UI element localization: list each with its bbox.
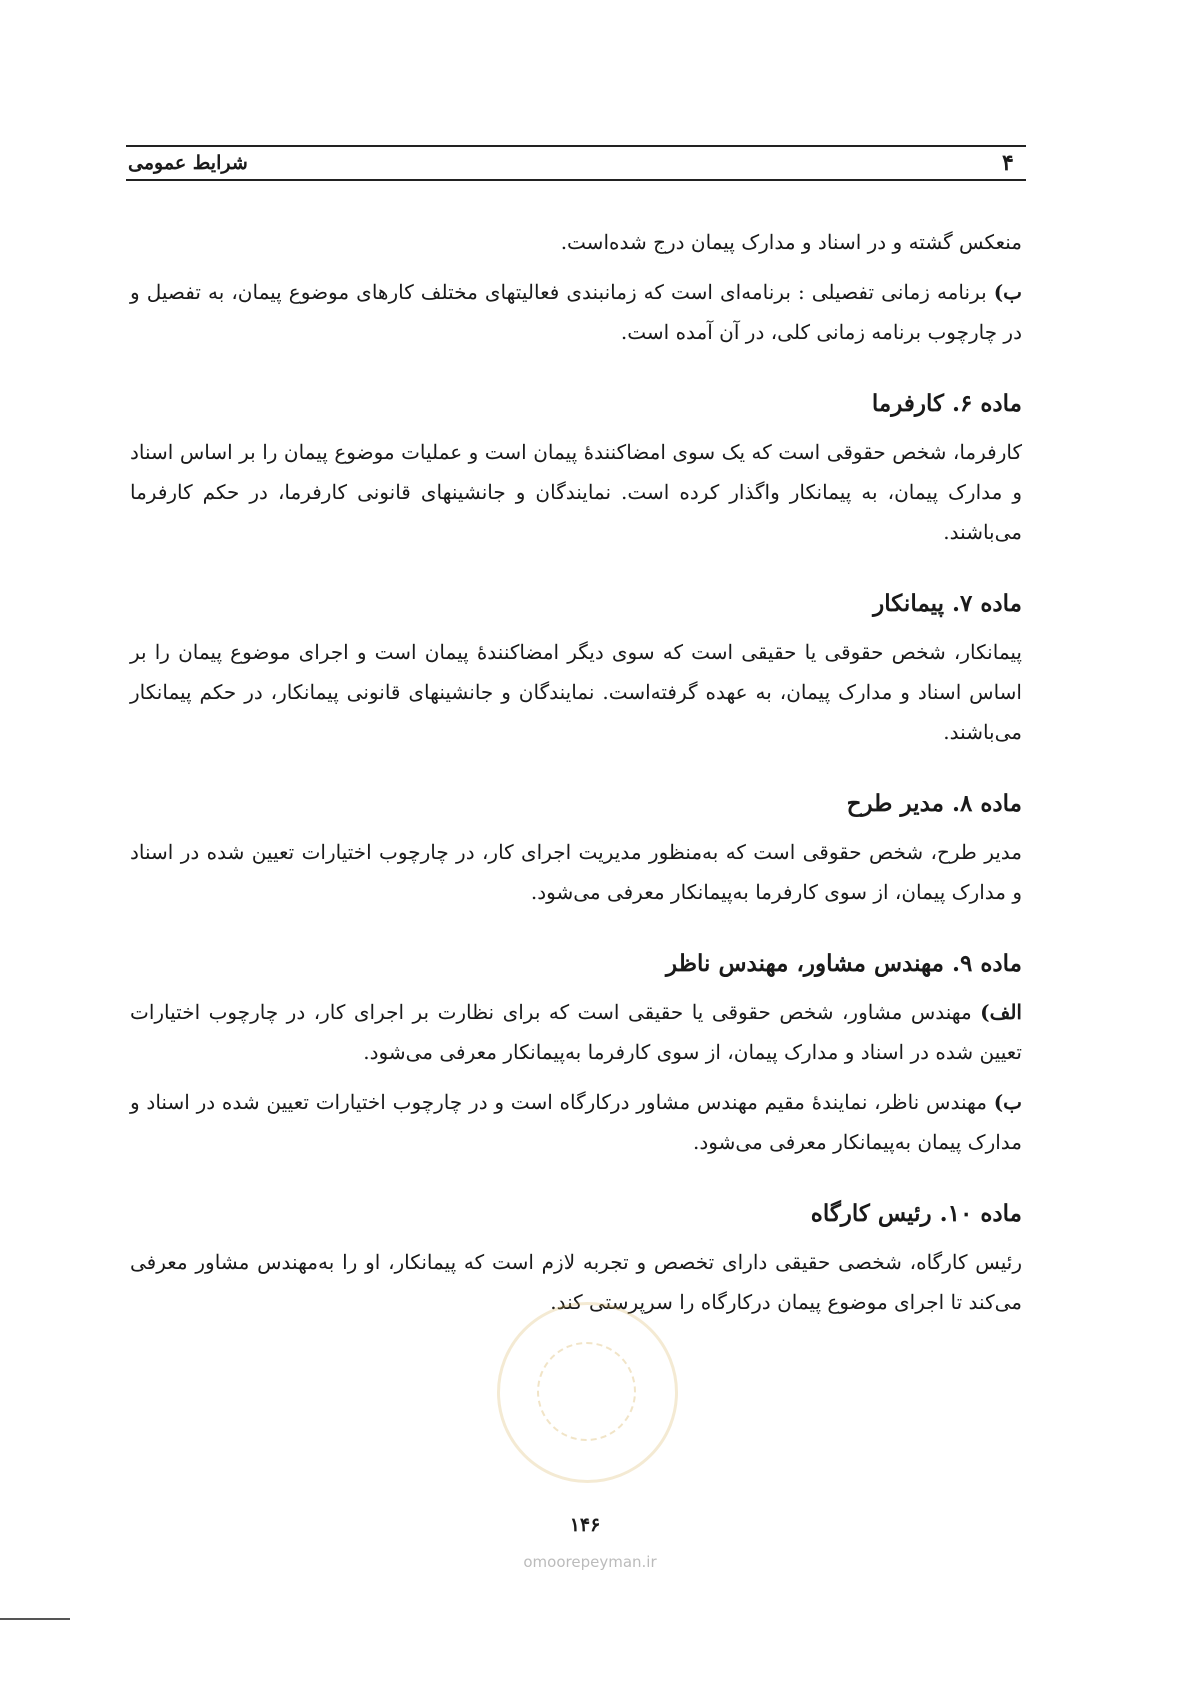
- running-title: شرایط عمومی: [128, 152, 248, 174]
- paragraph: ب) برنامه زمانی تفصیلی : برنامه‌ای است که زمانبندی فعالیتهای مختلف کارهای موضوع پیمان، به تفصیل و در چارچوب برنامه زمانی کلی، در آن آمده است.: [130, 280, 1022, 344]
- item-label: ب): [993, 280, 1022, 304]
- item-label: ب): [993, 1090, 1022, 1114]
- article-9-alef: الف) مهندس مشاور، شخص حقوقی یا حقیقی است که برای نظارت بر اجرای کار، در چارچوب اختیارات تعیین شده در اسناد و مدارک پیمان، از سوی کارفرما به‌پیمانکار معرفی می‌شود.: [130, 1000, 1022, 1064]
- header-page-number: ۴: [1002, 150, 1014, 176]
- article-10-title: ماده ۱۰. رئیس کارگاه: [810, 1200, 1022, 1227]
- header-rule-top: [126, 145, 1026, 147]
- article-8-title: ماده ۸. مدیر طرح: [846, 790, 1022, 817]
- margin-mark: [0, 1618, 70, 1620]
- article-10-body: رئیس کارگاه، شخصی حقیقی دارای تخصص و تجربه لازم است که پیمانکار، او را به‌مهندس مشاور معرفی می‌کند تا اجرای موضوع پیمان درکارگاه را سرپرستی کند.: [130, 1250, 1022, 1314]
- article-9-title: ماده ۹. مهندس مشاور، مهندس ناظر: [666, 950, 1022, 977]
- page-body: [130, 222, 1022, 1332]
- header-rule-bottom: [126, 179, 1026, 181]
- article-6-body: کارفرما، شخص حقوقی است که یک سوی امضاکنندهٔ پیمان است و عملیات موضوع پیمان را بر اساس اسناد و مدارک پیمان، به پیمانکار واگذار کرده است. نمایندگان و جانشینهای قانونی کارفرما، در حکم کارفرما می‌باشند.: [130, 440, 1023, 544]
- article-7-body: پیمانکار، شخص حقوقی یا حقیقی است که سوی دیگر امضاکنندهٔ پیمان است و اجرای موضوع پیمان را بر اساس اسناد و مدارک پیمان، به عهده گرفته‌است. نمایندگان و جانشینهای قانونی پیمانکار، در حکم پیمانکار می‌باشند.: [130, 640, 1022, 744]
- article-6-title: ماده ۶. کارفرما: [871, 390, 1022, 417]
- article-8-body: مدیر طرح، شخص حقوقی است که به‌منظور مدیریت اجرای کار، در چارچوب اختیارات تعیین شده در اسناد و مدارک پیمان، از سوی کارفرما به‌پیمانکار معرفی می‌شود.: [130, 840, 1022, 904]
- article-7-title: ماده ۷. پیمانکار: [873, 590, 1022, 617]
- watermark-seal-inner: [537, 1342, 636, 1441]
- article-9-be: ب) مهندس ناظر، نمایندهٔ مقیم مهندس مشاور درکارگاه است و در چارچوب اختیارات تعیین شده در اسناد و مدارک پیمان به‌پیمانکار معرفی می‌شود.: [130, 1090, 1022, 1154]
- footer-page-number: ۱۴۶: [569, 1514, 601, 1536]
- item-label: الف): [980, 1000, 1022, 1024]
- paragraph: منعکس گشته و در اسناد و مدارک پیمان درج شده‌است.: [560, 230, 1022, 254]
- footer-url: omoorepeyman.ir: [523, 1553, 657, 1571]
